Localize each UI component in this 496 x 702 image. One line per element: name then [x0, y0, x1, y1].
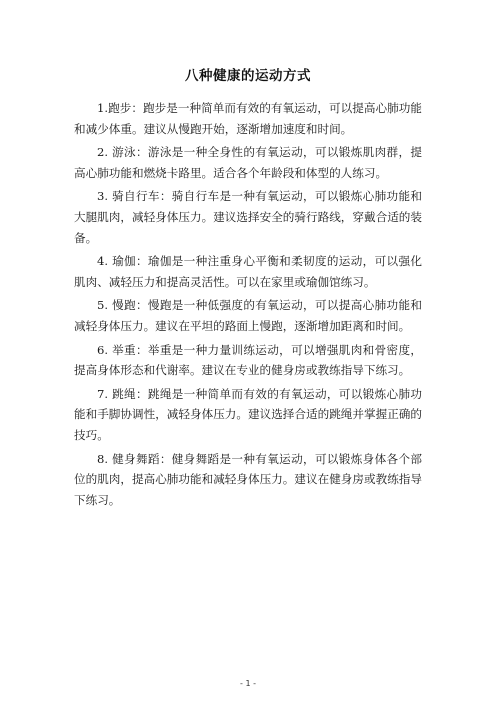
- paragraph-cycling: 3. 骑自行车：骑自行车是一种有氧运动，可以锻炼心肺功能和大腿肌肉，减轻身体压力。建议选择安全的骑行路线，穿戴合适的装备。: [74, 189, 422, 245]
- paragraph-weightlifting: 6. 举重：举重是一种力量训练运动，可以增强肌肉和骨密度，提高身体形态和代谢率。建议在专业的健身房或教练指导下练习。: [74, 342, 422, 378]
- paragraph-swimming: 2. 游泳：游泳是一种全身性的有氧运动，可以锻炼肌肉群，提高心肺功能和燃烧卡路里。适合各个年龄段和体型的人练习。: [74, 145, 422, 180]
- document-body: [74, 98, 422, 513]
- paragraph-fitness-dance: 8. 健身舞蹈：健身舞蹈是一种有氧运动，可以锻炼身体各个部位的肌肉，提高心肺功能和减轻身体压力。建议在健身房或教练指导下练习。: [74, 451, 422, 507]
- page-number: - 1 -: [240, 679, 256, 688]
- document-title: 八种健康的运动方式: [185, 68, 311, 84]
- paragraph-jogging: 5. 慢跑：慢跑是一种低强度的有氧运动，可以提高心肺功能和减轻身体压力。建议在平坦的路面上慢跑，逐渐增加距离和时间。: [74, 298, 422, 333]
- paragraph-yoga: 4. 瑜伽：瑜伽是一种注重身心平衡和柔韧度的运动，可以强化肌肉、减轻压力和提高灵活性。可以在家里或瑜伽馆练习。: [74, 254, 422, 289]
- paragraph-running: 1.跑步：跑步是一种简单而有效的有氧运动，可以提高心肺功能和减少体重。建议从慢跑开始，逐渐增加速度和时间。: [74, 101, 422, 136]
- paragraph-jump-rope: 7. 跳绳：跳绳是一种简单而有效的有氧运动，可以锻炼心肺功能和手脚协调性，减轻身体压力。建议选择合适的跳绳并掌握正确的技巧。: [74, 386, 422, 442]
